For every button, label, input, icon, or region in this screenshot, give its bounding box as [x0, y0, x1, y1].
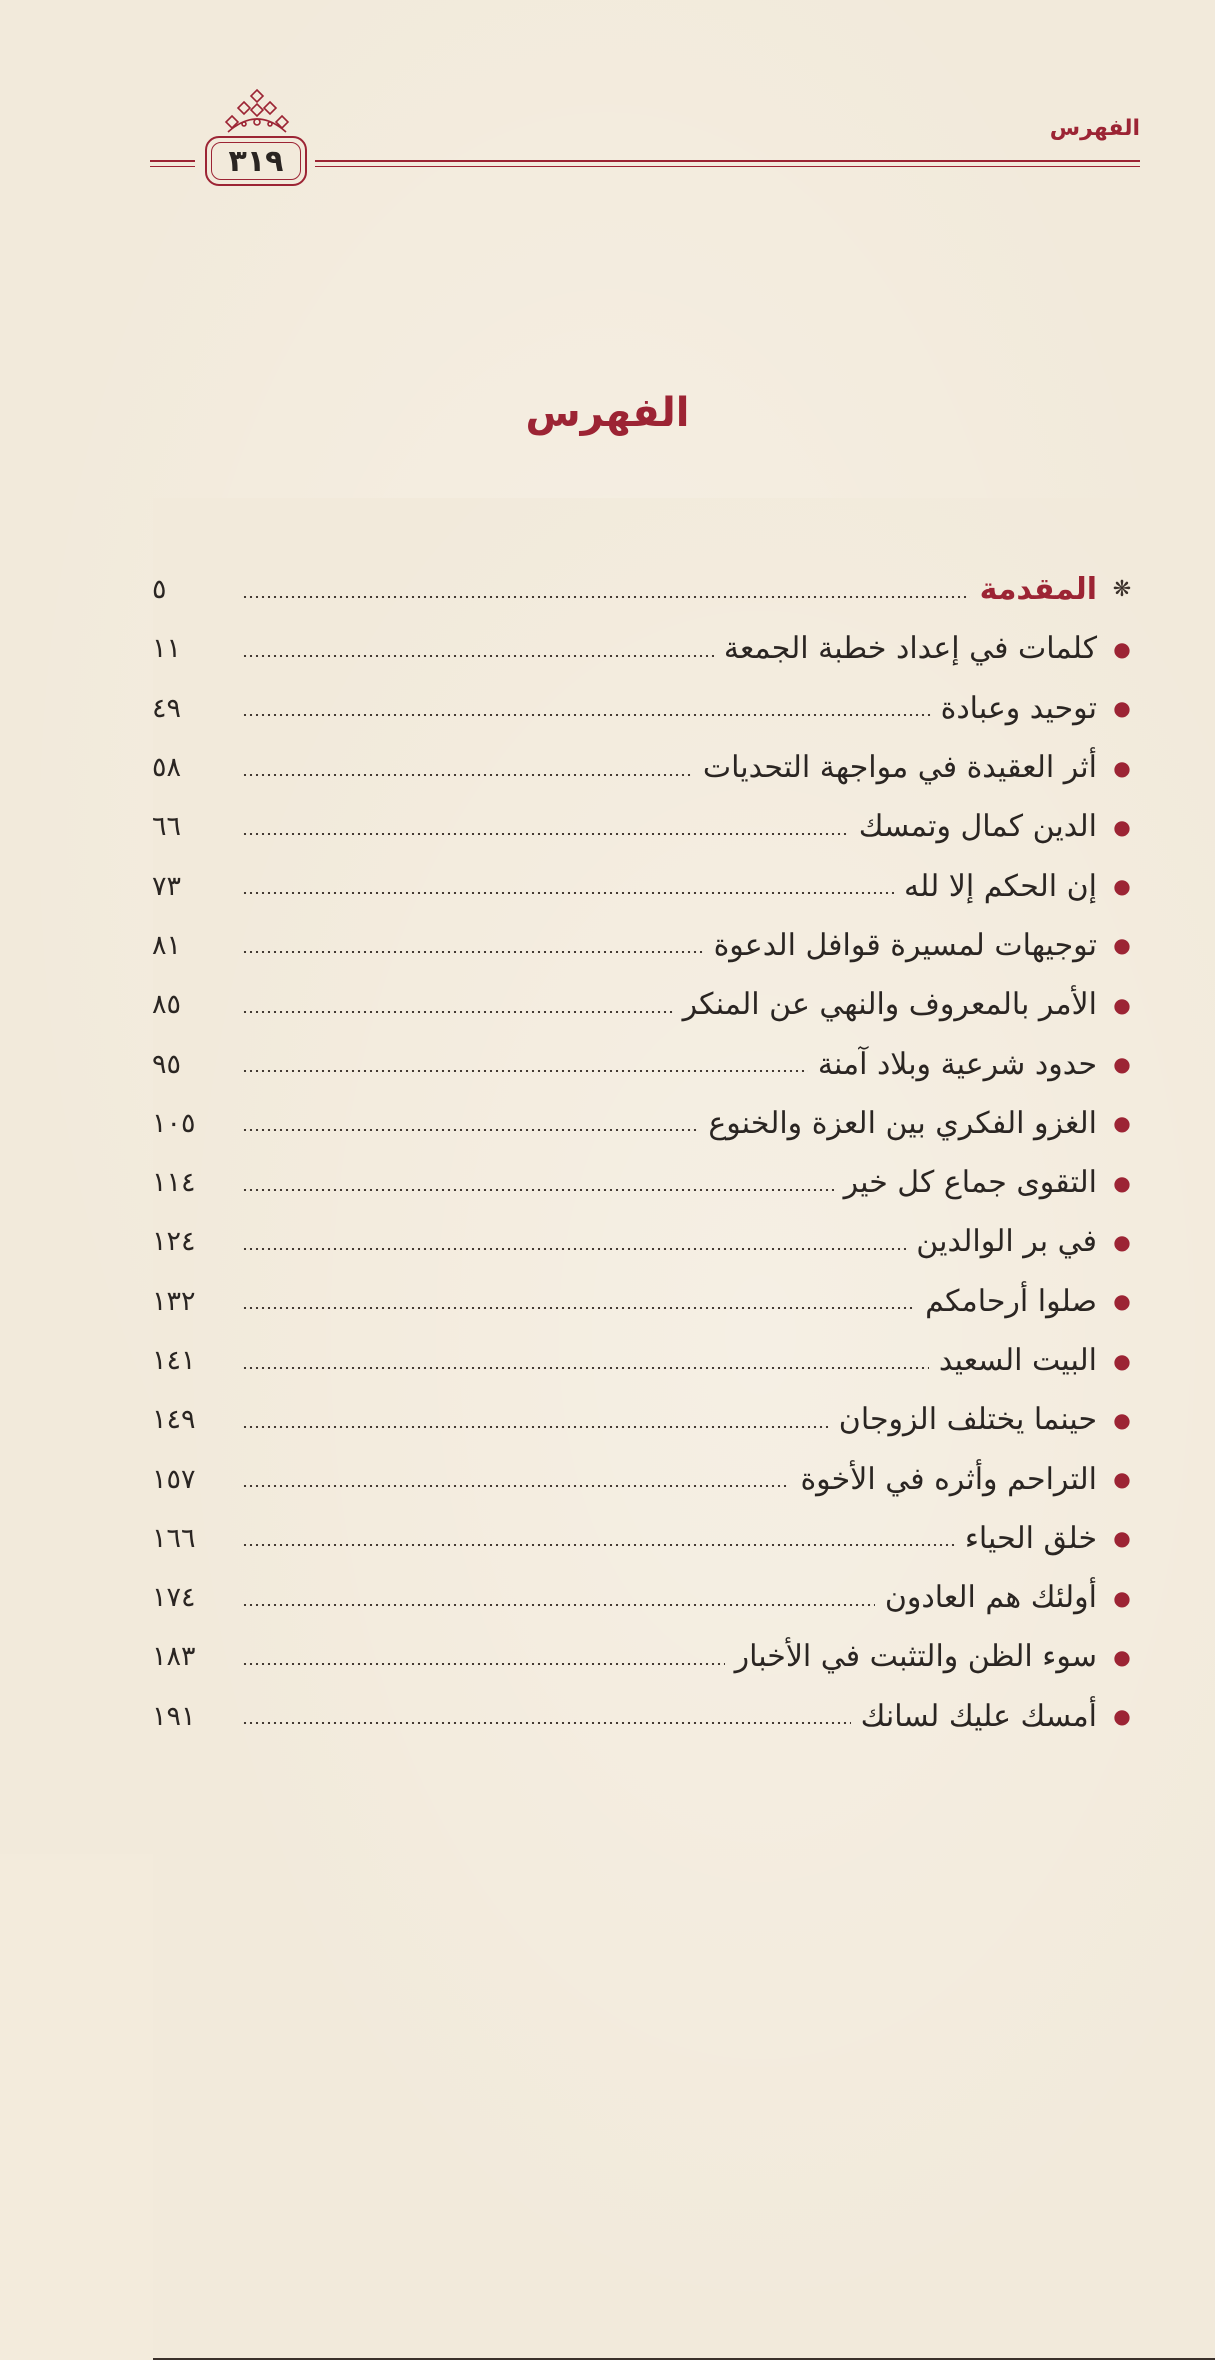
- toc-entry-page: ١٥٧: [152, 1463, 196, 1495]
- dot-leader: [242, 714, 931, 716]
- dot-leader: [242, 596, 970, 598]
- toc-entry[interactable]: [152, 1034, 1137, 1093]
- toc-entry-title: أولئك هم العادون: [884, 1580, 1097, 1616]
- dot-leader: [242, 1248, 906, 1250]
- page-number: ٣١٩: [228, 144, 284, 179]
- dot-leader: [242, 1722, 851, 1724]
- toc-entry-title: الأمر بالمعروف والنهي عن المنكر: [682, 987, 1097, 1023]
- toc-entry-title: المقدمة: [979, 572, 1097, 608]
- toc-entry[interactable]: [152, 1509, 1137, 1568]
- toc-entry[interactable]: [152, 1272, 1137, 1331]
- toc-entry[interactable]: [152, 560, 1137, 619]
- toc-entry-page: ٨١: [152, 929, 182, 961]
- toc-entry-title: توجيهات لمسيرة قوافل الدعوة: [713, 927, 1097, 963]
- toc-entry-page: ٥٨: [152, 752, 182, 784]
- toc-entry[interactable]: [152, 916, 1137, 975]
- dot-bullet-icon: ●: [1113, 992, 1131, 1017]
- dot-leader: [242, 1604, 875, 1606]
- toc-entry[interactable]: [152, 679, 1137, 738]
- toc-entry-title: توحيد وعبادة: [940, 690, 1097, 726]
- dot-bullet-icon: ●: [1113, 755, 1131, 780]
- toc-entry-page: ١٤٩: [152, 1404, 196, 1436]
- toc-entry-page: ١١٤: [152, 1167, 196, 1199]
- toc-entry-title: أمسك عليك لسانك: [860, 1698, 1097, 1734]
- toc-entry[interactable]: [152, 975, 1137, 1034]
- page-title: الفهرس: [525, 390, 690, 436]
- toc-entry-title: خلق الحياء: [964, 1520, 1097, 1556]
- dot-leader: [242, 1426, 829, 1428]
- toc-entry-title: التراحم وأثره في الأخوة: [800, 1461, 1097, 1497]
- dot-bullet-icon: ●: [1113, 1348, 1131, 1373]
- toc-entry-page: ١٣٢: [152, 1285, 196, 1317]
- dot-bullet-icon: ●: [1113, 1644, 1131, 1669]
- toc-entry-title: الغزو الفكري بين العزة والخنوع: [708, 1105, 1097, 1141]
- running-title: الفهرس: [1049, 116, 1140, 141]
- dot-leader: [242, 951, 704, 953]
- dot-leader: [242, 1485, 790, 1487]
- page-header: [150, 80, 1140, 200]
- dot-leader: [242, 1367, 929, 1369]
- toc-entry-page: ١٤١: [152, 1345, 196, 1376]
- toc-entry-page: ٧٣: [152, 870, 182, 902]
- table-of-contents: [152, 560, 1137, 1746]
- toc-entry[interactable]: [152, 619, 1137, 678]
- dot-bullet-icon: ●: [1113, 1704, 1131, 1729]
- toc-entry-title: كلمات في إعداد خطبة الجمعة: [723, 631, 1097, 667]
- toc-entry[interactable]: [152, 1687, 1137, 1746]
- toc-entry-title: حينما يختلف الزوجان: [838, 1402, 1097, 1438]
- toc-entry-title: إن الحكم إلا لله: [904, 868, 1097, 904]
- dot-bullet-icon: ●: [1113, 1229, 1131, 1254]
- toc-entry[interactable]: [152, 1212, 1137, 1271]
- star-bullet-icon: ❋: [1112, 577, 1132, 603]
- dot-leader: [242, 1544, 955, 1546]
- toc-entry[interactable]: [152, 738, 1137, 797]
- dot-leader: [242, 1307, 915, 1309]
- dot-bullet-icon: ●: [1113, 1111, 1131, 1136]
- header-rule-thin: [315, 166, 1140, 167]
- toc-entry[interactable]: [152, 1627, 1137, 1686]
- toc-entry-title: أثر العقيدة في مواجهة التحديات: [702, 750, 1097, 786]
- toc-entry-page: ١٩١: [152, 1700, 196, 1732]
- dot-leader: [242, 1189, 834, 1191]
- dot-leader: [242, 655, 714, 657]
- dot-bullet-icon: ●: [1113, 1052, 1131, 1077]
- dot-bullet-icon: ●: [1113, 1289, 1131, 1314]
- dot-bullet-icon: ●: [1113, 1467, 1131, 1492]
- toc-entry[interactable]: [152, 856, 1137, 915]
- page-number-badge: [205, 136, 307, 186]
- toc-entry-page: ١٦٦: [152, 1522, 196, 1554]
- toc-entry[interactable]: [152, 1153, 1137, 1212]
- dot-leader: [242, 833, 849, 835]
- ornament-icon: [222, 86, 292, 138]
- dot-bullet-icon: ●: [1113, 696, 1131, 721]
- toc-entry-page: ٨٥: [152, 989, 182, 1021]
- toc-entry[interactable]: [152, 1568, 1137, 1627]
- toc-entry[interactable]: [152, 1449, 1137, 1508]
- toc-entry-page: ١٨٣: [152, 1641, 196, 1673]
- dot-bullet-icon: ●: [1113, 1170, 1131, 1195]
- toc-entry[interactable]: [152, 797, 1137, 856]
- dot-bullet-icon: ●: [1113, 933, 1131, 958]
- dot-leader: [242, 774, 693, 776]
- toc-entry-title: البيت السعيد: [938, 1343, 1097, 1378]
- header-rule-left-thin: [150, 166, 195, 167]
- dot-bullet-icon: ●: [1113, 636, 1131, 661]
- toc-entry-page: ٦٦: [152, 811, 182, 843]
- toc-entry-title: صلوا أرحامكم: [925, 1283, 1097, 1319]
- header-rule: [315, 160, 1140, 162]
- dot-leader: [242, 1663, 725, 1665]
- dot-leader: [242, 1070, 808, 1072]
- toc-entry[interactable]: [152, 1094, 1137, 1153]
- toc-entry-page: ٥: [152, 574, 167, 606]
- toc-entry-title: التقوى جماع كل خير: [843, 1165, 1097, 1201]
- dot-leader: [242, 892, 894, 894]
- toc-entry-title: في بر الوالدين: [916, 1224, 1097, 1260]
- dot-bullet-icon: ●: [1113, 1526, 1131, 1551]
- dot-leader: [242, 1129, 698, 1131]
- toc-entry[interactable]: [152, 1331, 1137, 1390]
- toc-entry-page: ٩٥: [152, 1048, 182, 1080]
- toc-entry-title: سوء الظن والتثبت في الأخبار: [734, 1639, 1097, 1675]
- toc-entry-page: ١٧٤: [152, 1582, 196, 1614]
- dot-leader: [242, 1011, 673, 1013]
- toc-entry-page: ١٢٤: [152, 1226, 196, 1258]
- toc-entry[interactable]: [152, 1390, 1137, 1449]
- dot-bullet-icon: ●: [1113, 874, 1131, 899]
- dot-bullet-icon: ●: [1113, 1407, 1131, 1432]
- toc-entry-title: الدين كمال وتمسك: [858, 809, 1097, 845]
- toc-entry-page: ١٠٥: [152, 1107, 196, 1139]
- dot-bullet-icon: ●: [1113, 814, 1131, 839]
- toc-entry-page: ١١: [152, 633, 182, 665]
- toc-entry-page: ٤٩: [152, 692, 182, 724]
- toc-entry-title: حدود شرعية وبلاد آمنة: [817, 1046, 1097, 1082]
- header-rule-left: [150, 160, 195, 162]
- dot-bullet-icon: ●: [1113, 1585, 1131, 1610]
